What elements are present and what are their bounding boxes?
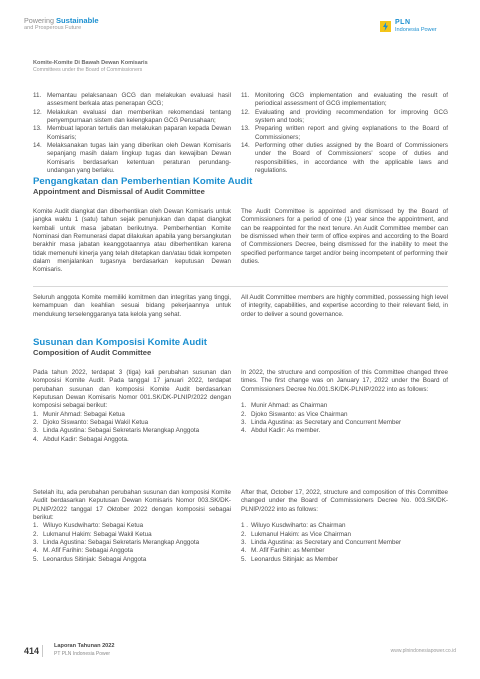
list-item <box>33 419 231 427</box>
appointment-subheading: Appointment and Dismissal of Audit Committee <box>33 187 205 196</box>
item-text: Djoko Siswanto: Sebagai Wakil Ketua <box>43 419 149 427</box>
lightning-logo-icon <box>380 21 391 32</box>
item-text: Preparing written report and giving explanations to the Board of Commissioners; <box>255 125 448 141</box>
brand-prefix: Powering <box>24 16 56 25</box>
item-text: Abdul Kadir: Sebagai Anggota. <box>43 435 129 443</box>
composition-heading: Susunan dan Komposisi Komite Audit <box>33 337 207 348</box>
list-item <box>241 531 448 539</box>
item-number: 1. <box>33 522 39 530</box>
composition-paragraph: Pada tahun 2022, terdapat 3 (tiga) kali perubahan susunan dan komposisi Komite Audit. Pada tanggal 17 januari 2022, terdapat perubahan susunan dan komposisi Komite Audit berdasarkan Keputusan Dewan Komisaris Nomor 001.SK/DK-PLNIP/2022 dengan komposisi sebagai berikut: <box>33 369 231 410</box>
item-number: 12. <box>33 108 42 116</box>
composition-subheading: Composition of Audit Committee <box>33 348 152 357</box>
item-number: 1. <box>33 410 39 418</box>
list-item <box>241 142 448 175</box>
item-number: 12. <box>241 108 250 116</box>
item-number: 4. <box>241 547 247 555</box>
composition-block-2-id <box>33 489 231 564</box>
list-item <box>241 427 448 435</box>
list-item <box>33 125 231 142</box>
item-text: Linda Agustina: as Secretary and Concurrent Member <box>251 419 402 427</box>
composition-paragraph: After that, October 17, 2022, structure and composition of this Committee changed under the Board of Commissioners Decree No. 003.SK/DK-PLNIP/2022 into as follows: <box>241 489 448 513</box>
item-text: Evaluating and providing recommendation for improving GCG system and tools; <box>255 108 448 125</box>
item-text: Lukmanul Hakim: as Vice Chairman <box>251 530 351 538</box>
appointment-paragraph-id: Komite Audit diangkat dan diberhentikan oleh Dewan Komisaris untuk jangka waktu 1 (satu) tahun sejak penunjukan dan dapat diangkat kembali untuk masa jabatan berikutnya. Pemberhentian Komite Nominasi dan Remunerasi dapat dilakukan apabila yang bersangkutan berakhir masa jabatan keanggotaannya atau diberhentikan karena tidak memenuhi kinerja yang telah ditetapkan dan/atau tidak kompeten dalam menjalankan tugasnya berdasarkan keputusan Dewan Komisaris. <box>33 208 231 274</box>
appointment-heading: Pengangkatan dan Pemberhentian Komite Audit <box>33 176 253 187</box>
item-text: Leonardus Sitinjak: as Member <box>251 555 338 563</box>
composition-paragraph: Setelah itu, ada perubahan perubahan susunan dan komposisi Komite Audit berdasarkan Keputusan Dewan Komisaris Nomor 003.SK/DK-PLNIP/2022 tanggal 17 Oktober 2022 dengan komposisi sebagai berikut: <box>33 489 231 522</box>
item-number: 4. <box>33 435 39 443</box>
list-item <box>241 92 448 109</box>
list-item <box>33 427 231 435</box>
item-text: Lukmanul Hakim: Sebagai Wakil Ketua <box>43 530 152 538</box>
list-item <box>33 436 231 444</box>
item-number: 5. <box>33 555 39 563</box>
item-text: Abdul Kadir: As member. <box>251 427 321 435</box>
item-text: Linda Agustina: Sebagai Sekretaris Merangkap Anggota <box>43 427 200 435</box>
item-number: 1 . <box>241 522 249 530</box>
composition-block-1-id <box>33 369 231 444</box>
list-item <box>33 92 231 109</box>
item-number: 3. <box>241 419 247 427</box>
item-number: 13. <box>241 125 250 133</box>
item-number: 3. <box>33 427 39 435</box>
composition-paragraph: In 2022, the structure and composition of this Committee changed three times. The first change was on January 17, 2022 under the Board of Commissioners Decree No.001.SK/DK-PLNIP/2022 into as follows: <box>241 369 448 393</box>
composition-block-2-en <box>241 489 448 564</box>
item-text: Munir Ahmad: Sebagai Ketua <box>43 410 125 418</box>
item-text: Munir Ahmad: as Chairman <box>251 402 328 410</box>
divider <box>33 286 448 287</box>
page-number: 414 <box>24 646 40 656</box>
item-text: Melaksanakan tugas lain yang diberikan oleh Dewan Komisaris sepanjang masih dalam lingkup tugas dan kewajiban Dewan Komisaris berdasarkan ketentuan peraturan perundang-undangan yang berlaku. <box>47 142 231 175</box>
brand-subtitle: and Prosperous Future <box>24 25 82 31</box>
item-text: Djoko Siswanto: as Vice Chairman <box>251 410 348 418</box>
item-text: M. Afif Farihin: Sebagai Anggota <box>43 547 133 555</box>
footer-url: www.plnindonesiapower.co.id <box>390 648 456 654</box>
logo-subtitle: Indonesia Power <box>395 27 437 33</box>
item-number: 13. <box>33 125 42 133</box>
list-item <box>241 411 448 419</box>
item-text: Memantau pelaksanaan GCG dan melakukan evaluasi hasil assesment berkala atas penerapan GCG; <box>47 92 231 108</box>
list-item <box>33 142 231 175</box>
list-item <box>33 522 231 530</box>
item-text: Membuat laporan tertulis dan melakukan paparan kepada Dewan Komisaris; <box>47 125 231 141</box>
list-item <box>241 125 448 142</box>
page-header <box>24 16 456 40</box>
footer-title: Laporan Tahunan 2022 <box>54 643 115 649</box>
item-number: 4. <box>33 547 39 555</box>
item-text: Linda Agustina: as Secretary and Concurrent Member <box>251 539 402 547</box>
item-text: Linda Agustina: Sebagai Sekretaris Merangkap Anggota <box>43 539 200 547</box>
list-item <box>33 531 231 539</box>
item-number: 2. <box>241 410 247 418</box>
list-item <box>33 547 231 555</box>
item-text: M. Afif Farihin: as Member <box>251 547 325 555</box>
commitment-paragraph-en: All Audit Committee members are highly committed, possessing high level of integrity, capabilities, and expertise according to their relevant field, in order to deliver a sound governance. <box>241 294 448 318</box>
brand-strong: Sustainable <box>55 16 99 25</box>
item-number: 11. <box>33 92 42 99</box>
list-item <box>241 109 448 126</box>
list-item <box>241 556 448 564</box>
item-number: 3. <box>241 539 247 547</box>
item-text: Leonardus Sitinjak: Sebagai Anggota <box>43 555 147 563</box>
breadcrumb-title: Komite-Komite Di Bawah Dewan Komisaris <box>33 60 148 66</box>
pln-logo <box>380 18 456 38</box>
breadcrumb-subtitle: Committees under the Board of Commissioners <box>33 67 143 73</box>
duties-list-id <box>33 92 231 175</box>
list-item <box>33 411 231 419</box>
composition-block-1-en <box>241 369 448 436</box>
item-number: 5. <box>241 555 247 563</box>
list-item <box>33 539 231 547</box>
list-item <box>33 556 231 564</box>
logo-name: PLN <box>395 19 411 26</box>
page-footer <box>24 640 456 662</box>
commitment-paragraph-id: Seluruh anggota Komite memiliki komitmen dan integritas yang tinggi, kemampuan dan keahlian sesuai bidang pekerjaannya untuk mendukung terselenggaranya tata kelola yang sehat. <box>33 294 231 318</box>
item-number: 14. <box>241 142 250 150</box>
appointment-paragraph-en: The Audit Committee is appointed and dismissed by the Board of Commissioners for a period of one (1) year since the appointment, and can be reappointed for the next tenure. An Audit Committee member can be dismissed when their term of office expires and according to the Board of Commissioners Decree, being dismissed for the inability to meet the specified performance target and/or being incompetent of performing their duties. <box>241 208 448 266</box>
item-number: 1. <box>241 402 247 410</box>
item-number: 14. <box>33 142 42 150</box>
item-number: 4. <box>241 427 247 435</box>
list-item <box>241 419 448 427</box>
item-number: 2. <box>33 530 39 538</box>
item-text: Wiluyo Kusdwiharto: Sebagai Ketua <box>43 522 144 530</box>
duties-list-en <box>241 92 448 175</box>
item-number: 2. <box>33 419 39 427</box>
item-text: Wiluyo Kusdwiharto: as Chairman <box>251 522 346 530</box>
footer-subtitle: PT PLN Indonesia Power <box>54 651 111 657</box>
list-item <box>241 402 448 410</box>
item-text: Performing other duties assigned by the Board of Commissioners under the Board of Commissioners' scope of duties and responsibilities, in accordance with the applicable laws and regulations. <box>255 142 448 175</box>
footer-divider <box>42 645 43 657</box>
breadcrumb <box>33 60 148 74</box>
item-text: Monitoring GCG implementation and evaluating the result of periodical assessment of GCG implementation; <box>255 92 448 108</box>
item-number: 11. <box>241 92 250 99</box>
item-text: Melakukan evaluasi dan memberikan rekomendasi tentang penyempurnaan sistem dan kelengkapan GCG Perusahaan; <box>47 108 231 125</box>
item-number: 3. <box>33 539 39 547</box>
list-item <box>241 539 448 547</box>
list-item <box>33 109 231 126</box>
item-number: 2. <box>241 530 247 538</box>
list-item <box>241 522 448 530</box>
list-item <box>241 547 448 555</box>
